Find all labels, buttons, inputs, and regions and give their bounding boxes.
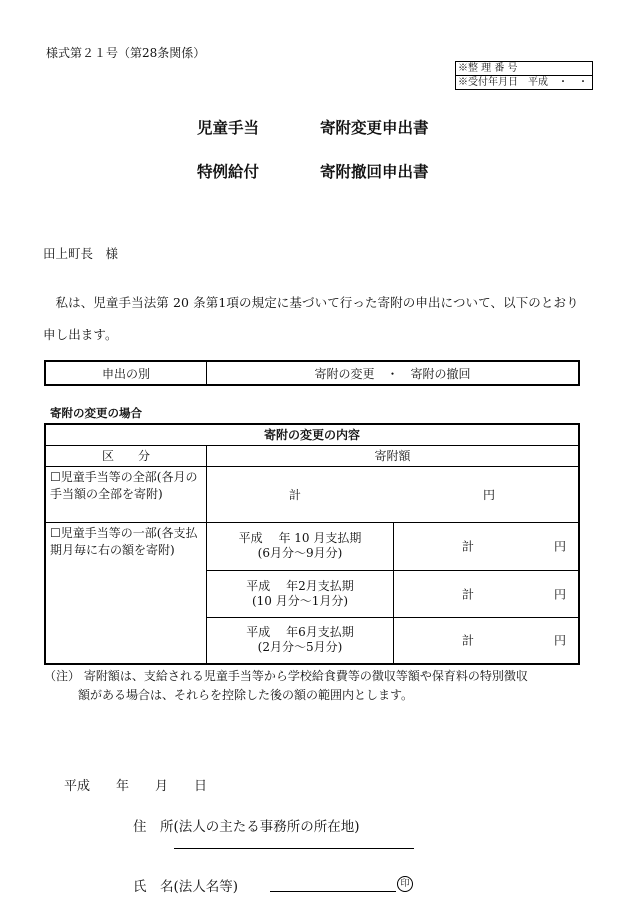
period-february-line2: (10 月分～1月分)	[251, 593, 349, 608]
total-label: 計	[462, 587, 475, 601]
option-partial[interactable]: ☐児童手当等の一部(各支払期月毎に右の額を寄附)	[45, 522, 207, 664]
title-right-1: 寄附変更申出書	[320, 118, 429, 137]
note-line-2: 額がある場合は、それらを控除した後の額の範囲内とします。	[78, 688, 414, 702]
period-october-line2: (6月分～9月分)	[257, 546, 343, 560]
total-label: 計	[462, 539, 475, 554]
note	[44, 667, 594, 705]
period-february	[207, 570, 394, 617]
col-category: 区 分	[45, 445, 207, 466]
receipt-registration-number: ※整 理 番 号	[458, 63, 518, 74]
note-line-1: （注） 寄附額は、支給される児童手当等から学校給食費等の徴収等額や保育料の特別徴収	[44, 669, 528, 683]
period-february-line1: 平成 年2月支払期	[246, 578, 354, 593]
total-label: 計	[289, 487, 302, 502]
addressee: 田上町長 様	[43, 246, 119, 261]
period-june	[207, 617, 394, 664]
receipt-box	[455, 61, 593, 90]
change-details-title: 寄附の変更の内容	[45, 424, 579, 445]
section-heading: 寄附の変更の場合	[50, 406, 142, 420]
name-underline[interactable]	[270, 891, 396, 892]
total-label: 計	[462, 633, 475, 648]
change-details-table	[44, 423, 580, 665]
body-text: 私は、児童手当法第 20 条第1項の規定に基づいて行った寄附の申出について、以下のとおり申し出ます。	[43, 295, 579, 342]
date-line[interactable]: 平成 年 月 日	[64, 779, 208, 794]
period-october	[207, 522, 394, 570]
amount-february[interactable]	[394, 570, 580, 617]
application-type-label: 申出の別	[45, 361, 207, 385]
yen-label: 円	[553, 633, 566, 648]
amount-june[interactable]	[394, 617, 580, 664]
amount-all[interactable]	[207, 466, 580, 522]
period-october-line1: 平成 年 10 月支払期	[238, 531, 362, 545]
amount-october[interactable]	[394, 522, 580, 570]
yen-label: 円	[483, 487, 496, 502]
address-underline[interactable]	[174, 848, 414, 849]
title-right-2: 寄附撤回申出書	[320, 162, 429, 181]
address-label: 住 所(法人の主たる事務所の所在地)	[133, 819, 360, 835]
receipt-date: ※受付年月日 平成 ・ ・	[456, 75, 592, 89]
period-june-line1: 平成 年6月支払期	[246, 625, 354, 640]
yen-label: 円	[553, 587, 566, 601]
col-amount: 寄附額	[207, 445, 580, 466]
application-type-table	[44, 360, 580, 386]
application-type-value[interactable]: 寄附の変更 ・ 寄附の撤回	[207, 361, 580, 385]
name-label: 氏 名(法人名等)	[133, 879, 239, 895]
title-left-2: 特例給付	[197, 162, 260, 181]
seal-mark: 印	[397, 876, 413, 892]
period-june-line2: (2月分～5月分)	[257, 640, 343, 655]
title-left-1: 児童手当	[197, 118, 260, 137]
option-all[interactable]: ☐児童手当等の全部(各月の手当額の全部を寄附)	[45, 466, 207, 522]
yen-label: 円	[553, 539, 566, 554]
form-number: 様式第２１号（第28条関係）	[46, 46, 206, 60]
